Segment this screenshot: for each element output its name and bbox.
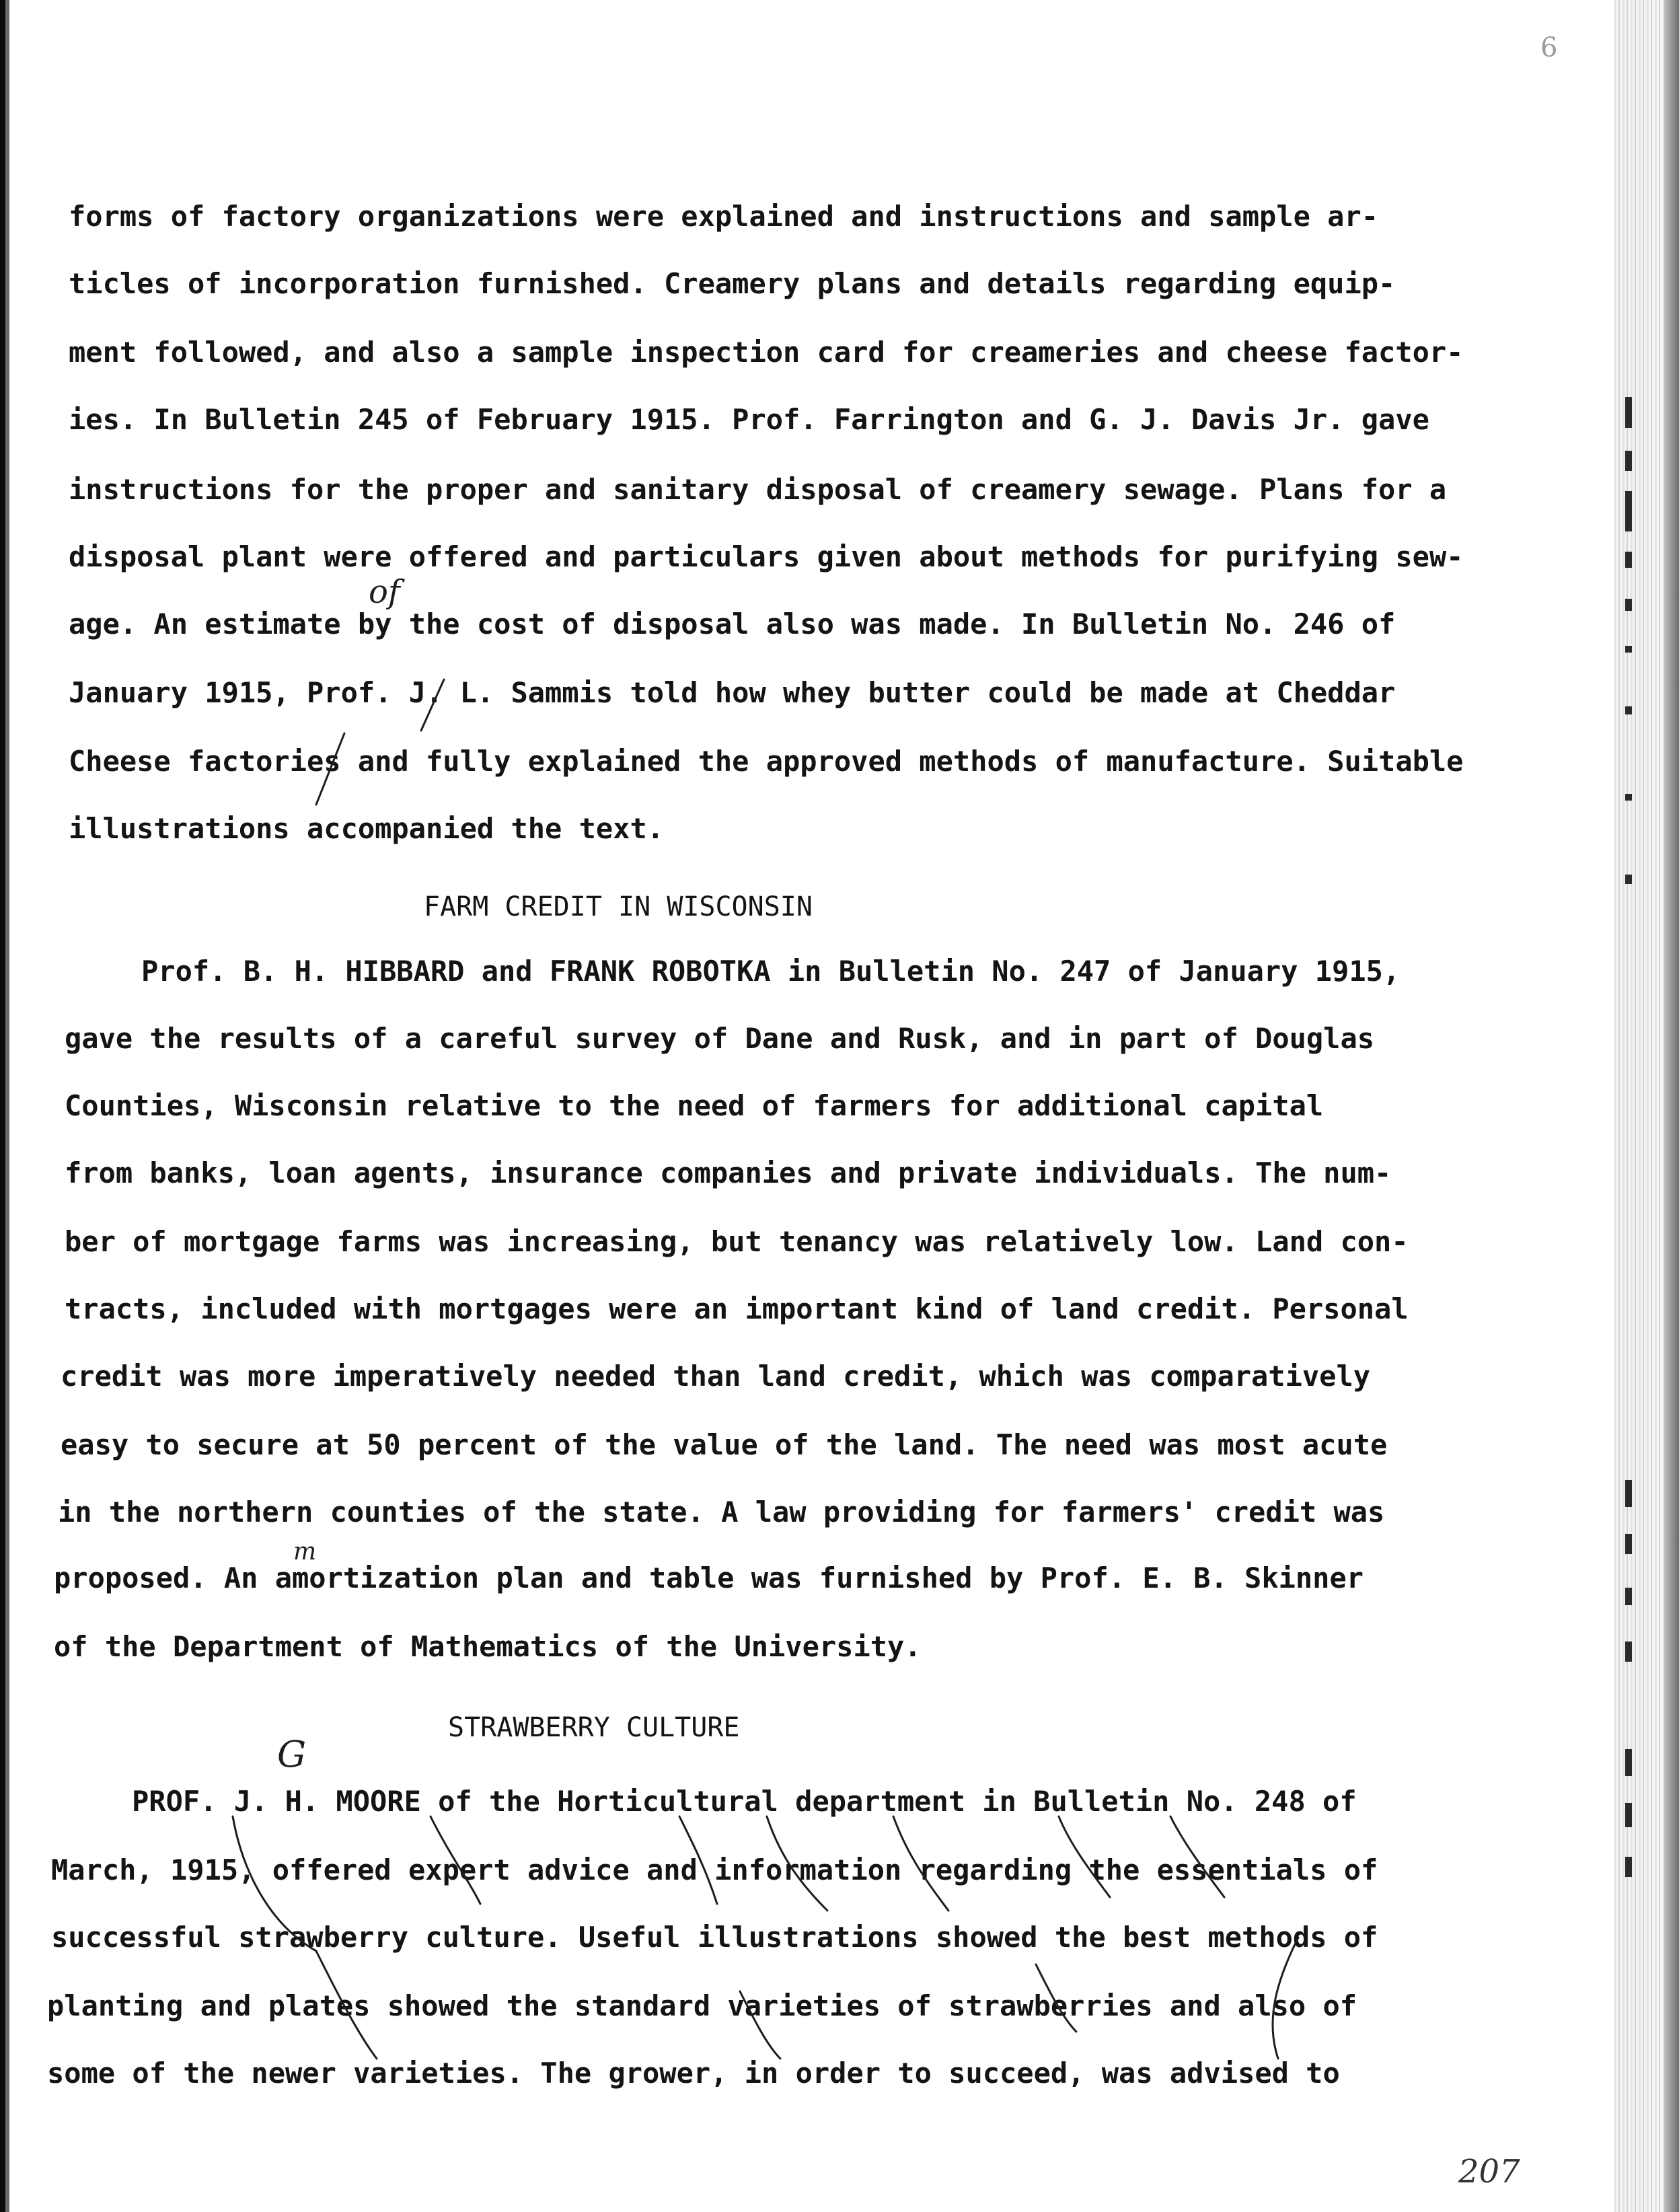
text-line: easy to secure at 50 percent of the value of the land. The need was most acute xyxy=(61,1428,1388,1461)
page-number: 207 xyxy=(1458,2153,1520,2190)
text-line: instructions for the proper and sanitary disposal of creamery sewage. Plans for a xyxy=(69,473,1447,506)
handwritten-of: of xyxy=(369,573,400,611)
text-line: March, 1915, offered expert advice and information regarding the essentials of xyxy=(51,1853,1378,1886)
text-line: Counties, Wisconsin relative to the need of farmers for additional capital xyxy=(65,1089,1324,1122)
text-line: Cheese factories and fully explained the approved methods of manufacture. Suitable xyxy=(69,745,1464,778)
text-line: planting and plates showed the standard varieties of strawberries and also of xyxy=(47,1989,1357,2022)
text-line: ies. In Bulletin 245 of February 1915. Prof. Farrington and G. J. Davis Jr. gave xyxy=(69,403,1429,436)
text-line: gave the results of a careful survey of Dane and Rusk, and in part of Douglas xyxy=(65,1022,1375,1055)
section-heading-strawberry: STRAWBERRY CULTURE xyxy=(448,1712,740,1743)
text-line: age. An estimate by the cost of disposal also was made. In Bulletin No. 246 of xyxy=(69,607,1396,640)
text-line: ber of mortgage farms was increasing, but tenancy was relatively low. Land con- xyxy=(65,1225,1409,1258)
handwritten-g: G xyxy=(277,1733,307,1775)
text-line: from banks, loan agents, insurance companies and private individuals. The num- xyxy=(65,1156,1392,1189)
text-line: some of the newer varieties. The grower, in order to succeed, was advised to xyxy=(47,2057,1340,2090)
text-line: PROF. J. H. MOORE of the Horticultural department in Bulletin No. 248 of xyxy=(132,1785,1357,1818)
corner-mark: 6 xyxy=(1540,32,1558,63)
text-line: illustrations accompanied the text. xyxy=(69,812,665,845)
text-line: ment followed, and also a sample inspection card for creameries and cheese factor- xyxy=(69,336,1464,369)
text-line: successful strawberry culture. Useful illustrations showed the best methods of xyxy=(51,1921,1378,1954)
text-line: in the northern counties of the state. A law providing for farmers' credit was xyxy=(58,1496,1385,1528)
text-line: January 1915, Prof. J. L. Sammis told how whey butter could be made at Cheddar xyxy=(69,676,1396,709)
text-line: credit was more imperatively needed than land credit, which was comparatively xyxy=(61,1360,1371,1393)
text-line: proposed. An amortization plan and table was furnished by Prof. E. B. Skinner xyxy=(54,1561,1364,1594)
text-line: ticles of incorporation furnished. Creamery plans and details regarding equip- xyxy=(69,267,1396,300)
section-heading-farm-credit: FARM CREDIT IN WISCONSIN xyxy=(424,891,813,922)
text-line: forms of factory organizations were explained and instructions and sample ar- xyxy=(69,200,1379,233)
handwritten-m: m xyxy=(293,1538,317,1565)
text-line: tracts, included with mortgages were an important kind of land credit. Personal xyxy=(65,1292,1409,1325)
text-line: Prof. B. H. HIBBARD and FRANK ROBOTKA in Bulletin No. 247 of January 1915, xyxy=(141,955,1401,988)
text-line: of the Department of Mathematics of the University. xyxy=(54,1630,922,1663)
text-line: disposal plant were offered and particulars given about methods for purifying sew- xyxy=(69,540,1464,573)
